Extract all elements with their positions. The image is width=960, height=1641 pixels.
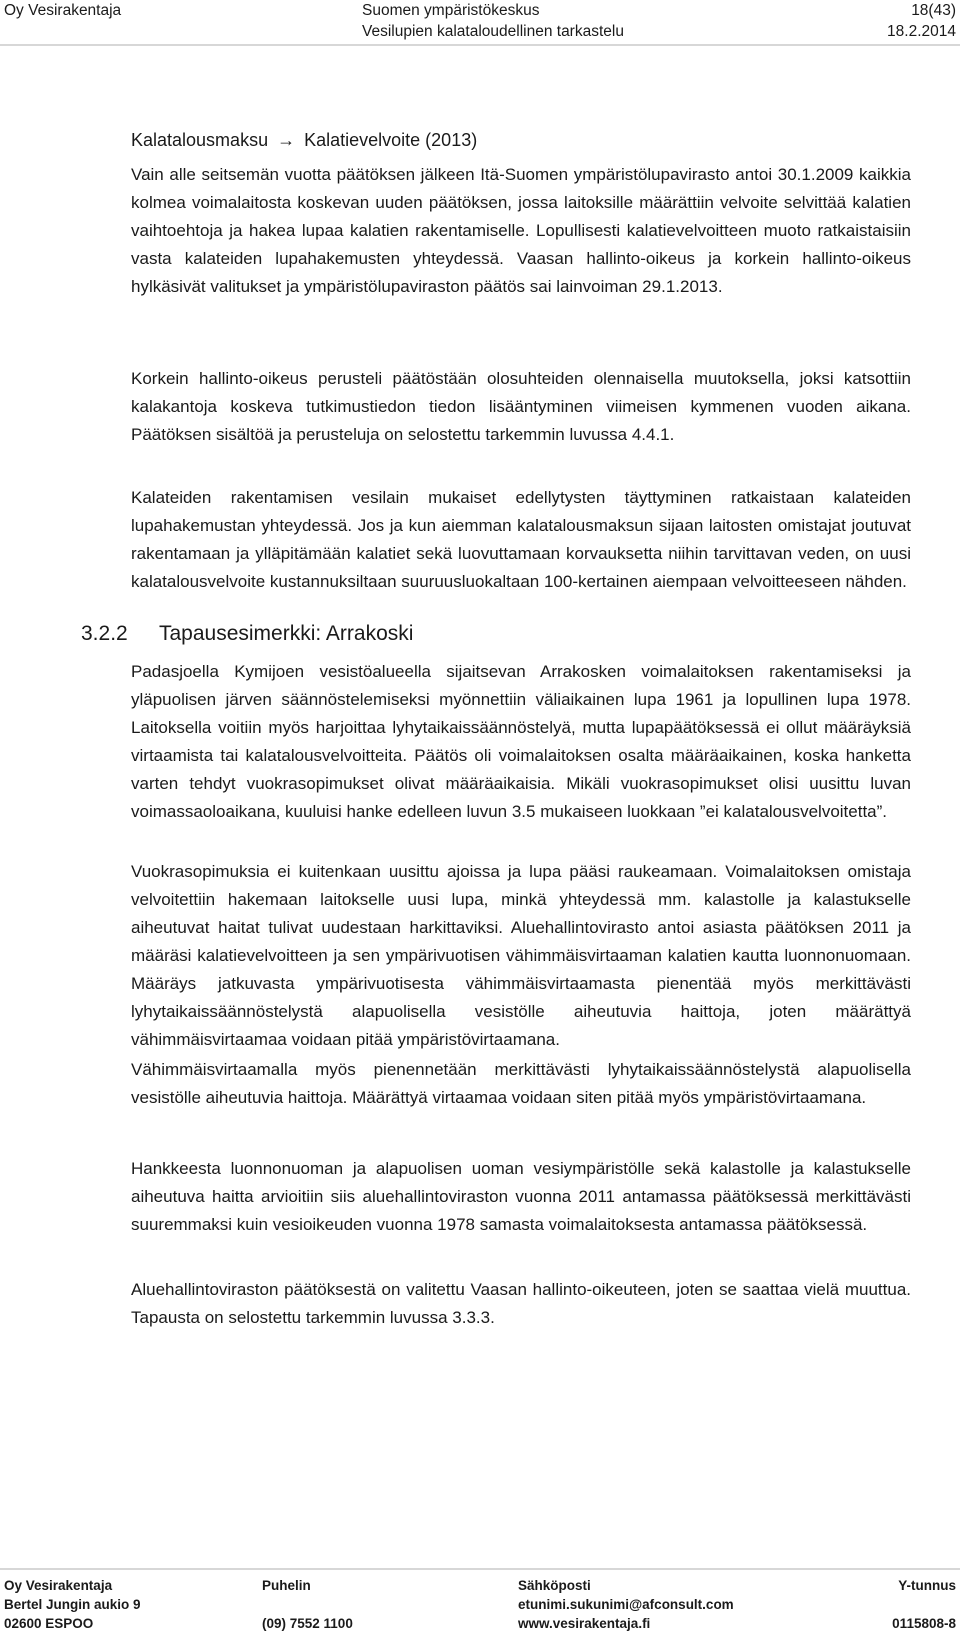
footer-email-address: etunimi.sukunimi@afconsult.com: [518, 1597, 734, 1612]
footer-phone-label: Puhelin: [262, 1578, 311, 1593]
paragraph-5: Vuokrasopimuksia ei kuitenkaan uusittu ajoissa ja lupa pääsi raukeamaan. Voimalaitoksen omistaja velvoitettiin hakemaan laitokselle uusi lupa, minkä yhteydessä mm. kalastolle ja kalastukselle aiheutuvat haitat tulivat uudestaan harkittaviksi. Aluehallintovirasto antoi asiasta päätöksen 2011 ja määräsi kalatievelvoitteen ja sen ympärivuotisen vähimmäisvirtaaman kalatien kautta luonnonuomaan. Määräys jatkuvasta ympärivuotisesta vähimmäisvirtaamasta pienentää myös merkittävästi lyhytaikaissäännöstelystä alapuolisella vesistölle aiheutuvia haittoja, joten määrättyä vähimmäisvirtaamaa voidaan pitää ympäristövirtaamana.: [131, 862, 911, 1049]
section-title-left: Kalatalousmaksu: [131, 130, 269, 150]
footer-company-name: Oy Vesirakentaja: [4, 1578, 113, 1593]
paragraph-4: Padasjoella Kymijoen vesistöalueella sijaitsevan Arrakosken voimalaitoksen rakentamiseksi ja yläpuolisen järven säännöstelemiseksi myönnettiin väliaikainen lupa 1961 ja lopullinen lupa 1978. Laitoksella voitiin myös harjoittaa lyhytaikaissäännöstelyä, mutta lupapäätöksessä ei ollut määräyksiä virtaamista tai kalatalousvelvoitteita. Päätös oli voimalaitoksen osalta määräaikainen, koska hanketta varten tehdyt vuokrasopimukset olivat määräaikaisia. Mikäli vuokrasopimukset olisi uusittu luvan voimassaoloaikana, kuuluisi hanke edelleen luvun 3.5 mukaiseen luokkaan ”ei kalatalousvelvoitetta”.: [131, 662, 911, 821]
footer-phone-number: (09) 7552 1100: [262, 1616, 353, 1631]
page-header: [0, 0, 960, 48]
section-title: [131, 130, 477, 151]
header-divider: [0, 44, 960, 46]
header-page-number: 18(43): [911, 2, 956, 19]
paragraph-8: Aluehallintoviraston päätöksestä on valitettu Vaasan hallinto-oikeuteen, joten se saattaa vielä muuttua. Tapausta on selostettu tarkemmin luvussa 3.3.3.: [131, 1280, 911, 1327]
footer-business-id: 0115808-8: [892, 1616, 956, 1631]
footer-website: www.vesirakentaja.fi: [518, 1616, 651, 1631]
footer-business-id-label: Y-tunnus: [898, 1578, 956, 1593]
header-date: 18.2.2014: [887, 23, 956, 40]
header-report-title: Vesilupien kalataloudellinen tarkastelu: [362, 23, 624, 40]
subheading-title: Tapausesimerkki: Arrakoski: [159, 622, 414, 645]
footer-street-address: Bertel Jungin aukio 9: [4, 1597, 141, 1612]
footer-business-id-spacer: [892, 1595, 956, 1614]
subheading-number: 3.2.2: [81, 622, 128, 645]
header-row-1: [0, 2, 960, 24]
footer-phone-spacer: [262, 1595, 353, 1614]
footer-email-label: Sähköposti: [518, 1578, 591, 1593]
footer-business-id-block: [892, 1576, 956, 1633]
paragraph-1: Vain alle seitsemän vuotta päätöksen jälkeen Itä-Suomen ympäristölupavirasto antoi 30.1.2009 kaikkia kolmea voimalaitosta koskevan uuden päätöksen, jossa laitoksille määrättiin velvoite selvittää kalatien vaihtoehtoja ja hakea lupaa kalatien rakentamiselle. Lopullisesti kalatievelvoitteen muoto ratkaistaisiin vasta kalateiden lupahakemusten yhteydessä. Vaasan hallinto-oikeus ja korkein hallinto-oikeus hylkäsivät valitukset ja ympäristölupaviraston päätös sai lainvoiman 29.1.2013.: [131, 165, 911, 296]
footer-phone-block: [262, 1576, 353, 1633]
section-title-right: Kalatievelvoite (2013): [304, 130, 478, 150]
paragraph-2: Korkein hallinto-oikeus perusteli päätöstään olosuhteiden olennaisella muutoksella, joksi katsottiin kalakantoja koskeva tutkimustiedon tiedon lisääntyminen viimeisen kymmenen vuoden aikana. Päätöksen sisältöä ja perusteluja on selostettu tarkemmin luvussa 4.4.1.: [131, 369, 911, 444]
paragraph-7: Hankkeesta luonnonuoman ja alapuolisen uoman vesiympäristölle sekä kalastolle ja kalastukselle aiheutuva haitta arvioitiin siis aluehallintoviraston vuonna 2011 antamassa päätöksessä merkittävästi suuremmaksi kuin vesioikeuden vuonna 1978 samasta voimalaitoksesta antamassa päätöksessä.: [131, 1159, 911, 1234]
header-row-2: [0, 23, 960, 45]
footer-email-block: [518, 1576, 734, 1633]
paragraph-3: Kalateiden rakentamisen vesilain mukaiset edellytysten täyttyminen ratkaistaan kalateiden lupahakemustan yhteydessä. Jos ja kun aiemman kalatalousmaksun sijaan laitosten omistajat joutuvat rakentamaan ja ylläpitämään kalatiet sekä luovuttamaan korvauksetta niihin tarvittavan veden, on uusi kalatalousvelvoite kustannuksiltaan suuruusluokaltaan 100-kertainen aiempaan velvoitteeseen nähden.: [131, 488, 911, 591]
paragraph-6: Vähimmäisvirtaamalla myös pienennetään merkittävästi lyhytaikaissäännöstelystä alapuolisella vesistölle aiheutuvia haittoja. Määrättyä virtaamaa voidaan siten pitää myös ympäristövirtaamana.: [131, 1060, 911, 1107]
right-arrow-icon: →: [277, 130, 296, 150]
subheading: [81, 622, 413, 646]
footer-company-block: [4, 1576, 141, 1633]
footer-postal-address: 02600 ESPOO: [4, 1616, 94, 1631]
page-footer: [0, 1568, 960, 1641]
header-client: Suomen ympäristökeskus: [362, 2, 540, 19]
header-company: Oy Vesirakentaja: [4, 2, 122, 19]
footer-divider: [0, 1568, 960, 1570]
